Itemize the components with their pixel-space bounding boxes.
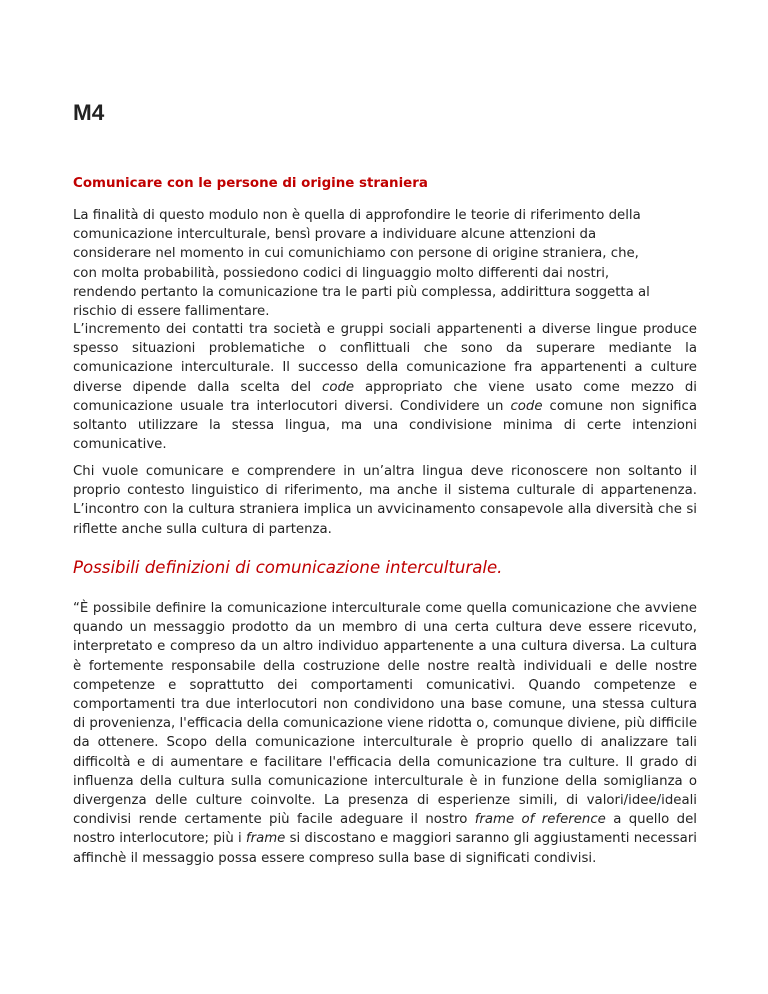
definition-quote-paragraph xyxy=(73,599,697,868)
intro-line: considerare nel momento in cui comunichiamo con persone di origine straniera, che, xyxy=(73,246,639,262)
text-segment: a quello del nostro interlocutore; più i xyxy=(73,812,698,847)
text-segment: comune non significa soltanto utilizzare la stessa lingua, ma una condivisione minima di certe intenzioni comunicative. xyxy=(73,398,697,453)
code-term: code xyxy=(510,398,543,414)
language-paragraph: Chi vuole comunicare e comprendere in un’altra lingua deve riconoscere non soltanto il proprio contesto linguistico di riferimento, ma anche il sistema culturale di appartenenza. L’incontro con la cultura straniera implica un avvicinamento consapevole alla diversità che si riflette anche sulla cultura di partenza. xyxy=(73,464,697,537)
intro-line: rischio di essere fallimentare. xyxy=(73,304,270,320)
intro-paragraph xyxy=(73,206,697,321)
intro-line: con molta probabilità, possiedono codici di linguaggio molto differenti dai nostri, xyxy=(73,265,610,281)
code-term: code xyxy=(322,379,355,395)
intro-line: rendendo pertanto la comunicazione tra le parti più complessa, addirittura soggetta al xyxy=(73,284,650,300)
text-segment: L’incremento dei contatti tra società e gruppi sociali appartenenti a diverse lingue produce spesso situazioni problematiche o conflittuali che sono da superare mediante la comunicazione interculturale. Il successo della comunicazione fra appartenenti a culture diverse dipende dalla scelta del xyxy=(73,322,697,395)
intro-line: La finalità di questo modulo non è quella di approfondire le teorie di riferimento della xyxy=(73,208,641,223)
frame-term: frame xyxy=(245,831,286,847)
text-segment: si discostano e maggiori saranno gli aggiustamenti necessari affinchè il messaggio possa essere compreso sulla base di significati condivisi. xyxy=(73,831,697,866)
page-title: M4 xyxy=(73,100,105,125)
frame-of-reference-term: frame of reference xyxy=(474,812,606,828)
text-segment: appropriato che viene usato come mezzo di comunicazione usuale tra interlocutori diversi. Condividere un xyxy=(73,379,697,414)
section-heading: Comunicare con le persone di origine straniera xyxy=(73,176,428,191)
text-segment: “È possibile definire la comunicazione interculturale come quella comunicazione che avviene quando un messaggio prodotto da un membro di una certa cultura deve essere ricevuto, interpretato e compreso da un altro individuo appartenente a una cultura diversa. La cultura è fortemente responsabile della costruzione delle nostre realtà individuali e delle nostre competenze e soprattutto dei comportamenti comunicativi. Quando competenze e comportamenti tra due interlocutori non condividono una base comune, una stessa cultura di provenienza, l'efficacia della comunicazione viene ridotta o, comunque diviene, più difficile da ottenere. Scopo della comunicazione interculturale è proprio quello di analizzare tali difficoltà e di aumentare e facilitare l'efficacia della comunicazione tra culture. Il grado di influenza della cultura sulla comunicazione interculturale è in funzione della somiglianza o divergenza delle culture coinvolte. La presenza di esperienze simili, di valori/idee/ideali condivisi rende certamente più facile adeguare il nostro xyxy=(73,601,697,828)
definitions-subheading: Possibili definizioni di comunicazione interculturale. xyxy=(73,558,503,577)
intro-line: comunicazione interculturale, bensì provare a individuare alcune attenzioni da xyxy=(73,227,597,243)
contacts-paragraph xyxy=(73,320,697,454)
